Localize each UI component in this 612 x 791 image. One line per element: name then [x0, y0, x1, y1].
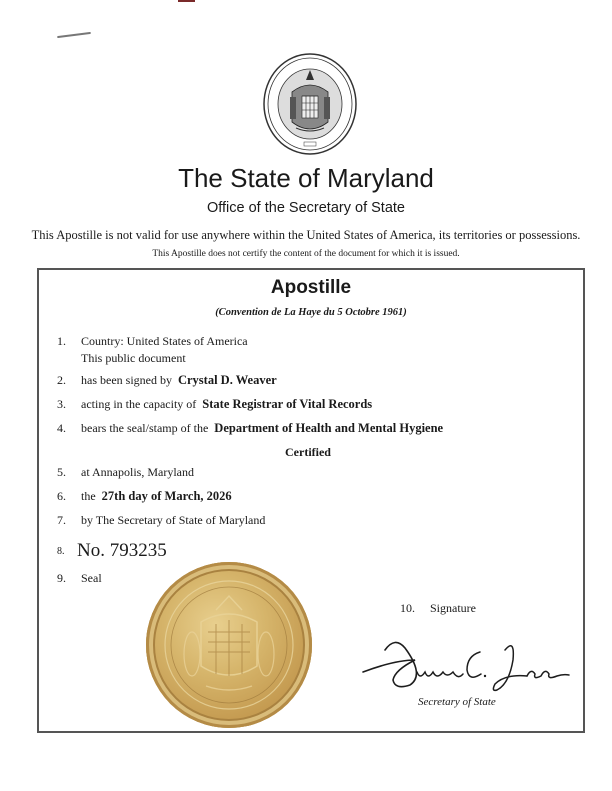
- secretary-of-state-gold-seal-icon: [146, 562, 312, 728]
- item-number: 4.: [57, 421, 66, 435]
- item-label: Seal: [81, 571, 102, 585]
- item-label: at Annapolis, Maryland: [81, 465, 194, 479]
- item-label: by The Secretary of State of Maryland: [81, 513, 266, 527]
- item-number: 1.: [57, 334, 66, 348]
- page-title: The State of Maryland: [178, 163, 434, 193]
- item-number: 3.: [57, 397, 66, 411]
- item-label: the: [81, 489, 96, 503]
- content-notice: This Apostille does not certify the content of the document for which it is issued.: [152, 249, 460, 259]
- item-number: 5.: [57, 465, 66, 479]
- signer-title: Secretary of State: [418, 696, 496, 708]
- issue-date: 27th day of March, 2026: [101, 489, 232, 503]
- apostille-number: No. 793235: [77, 540, 167, 561]
- item-label: Signature: [430, 601, 476, 615]
- seal-authority: Department of Health and Mental Hygiene: [214, 421, 444, 435]
- item-number: 6.: [57, 489, 66, 503]
- item-label: has been signed by: [81, 373, 172, 387]
- item-label: Country: United States of America: [81, 334, 248, 348]
- item-label: acting in the capacity of: [81, 397, 197, 411]
- validity-notice: This Apostille is not valid for use anywhere within the United States of America, its territories or possessions.: [31, 228, 581, 242]
- item-label: bears the seal/stamp of the: [81, 421, 209, 435]
- scan-mark: [178, 0, 195, 2]
- item-number: 8.: [57, 546, 65, 557]
- maryland-great-seal-icon: [262, 52, 358, 156]
- item-number: 2.: [57, 373, 66, 387]
- convention-subtitle: (Convention de La Haye du 5 Octobre 1961): [215, 307, 407, 318]
- handwritten-signature: [355, 630, 575, 700]
- item-number: 9.: [57, 571, 66, 585]
- item-label: This public document: [81, 351, 186, 365]
- signer-name: Crystal D. Weaver: [177, 373, 277, 387]
- certified-label: Certified: [285, 445, 331, 459]
- page-subtitle: Office of the Secretary of State: [206, 200, 405, 216]
- signature-label: [400, 601, 476, 616]
- apostille-title: Apostille: [270, 277, 352, 298]
- item-number: 10.: [400, 601, 415, 615]
- pen-stroke-mark: [57, 32, 91, 38]
- signer-capacity: State Registrar of Vital Records: [202, 397, 373, 411]
- item-number: 7.: [57, 513, 66, 527]
